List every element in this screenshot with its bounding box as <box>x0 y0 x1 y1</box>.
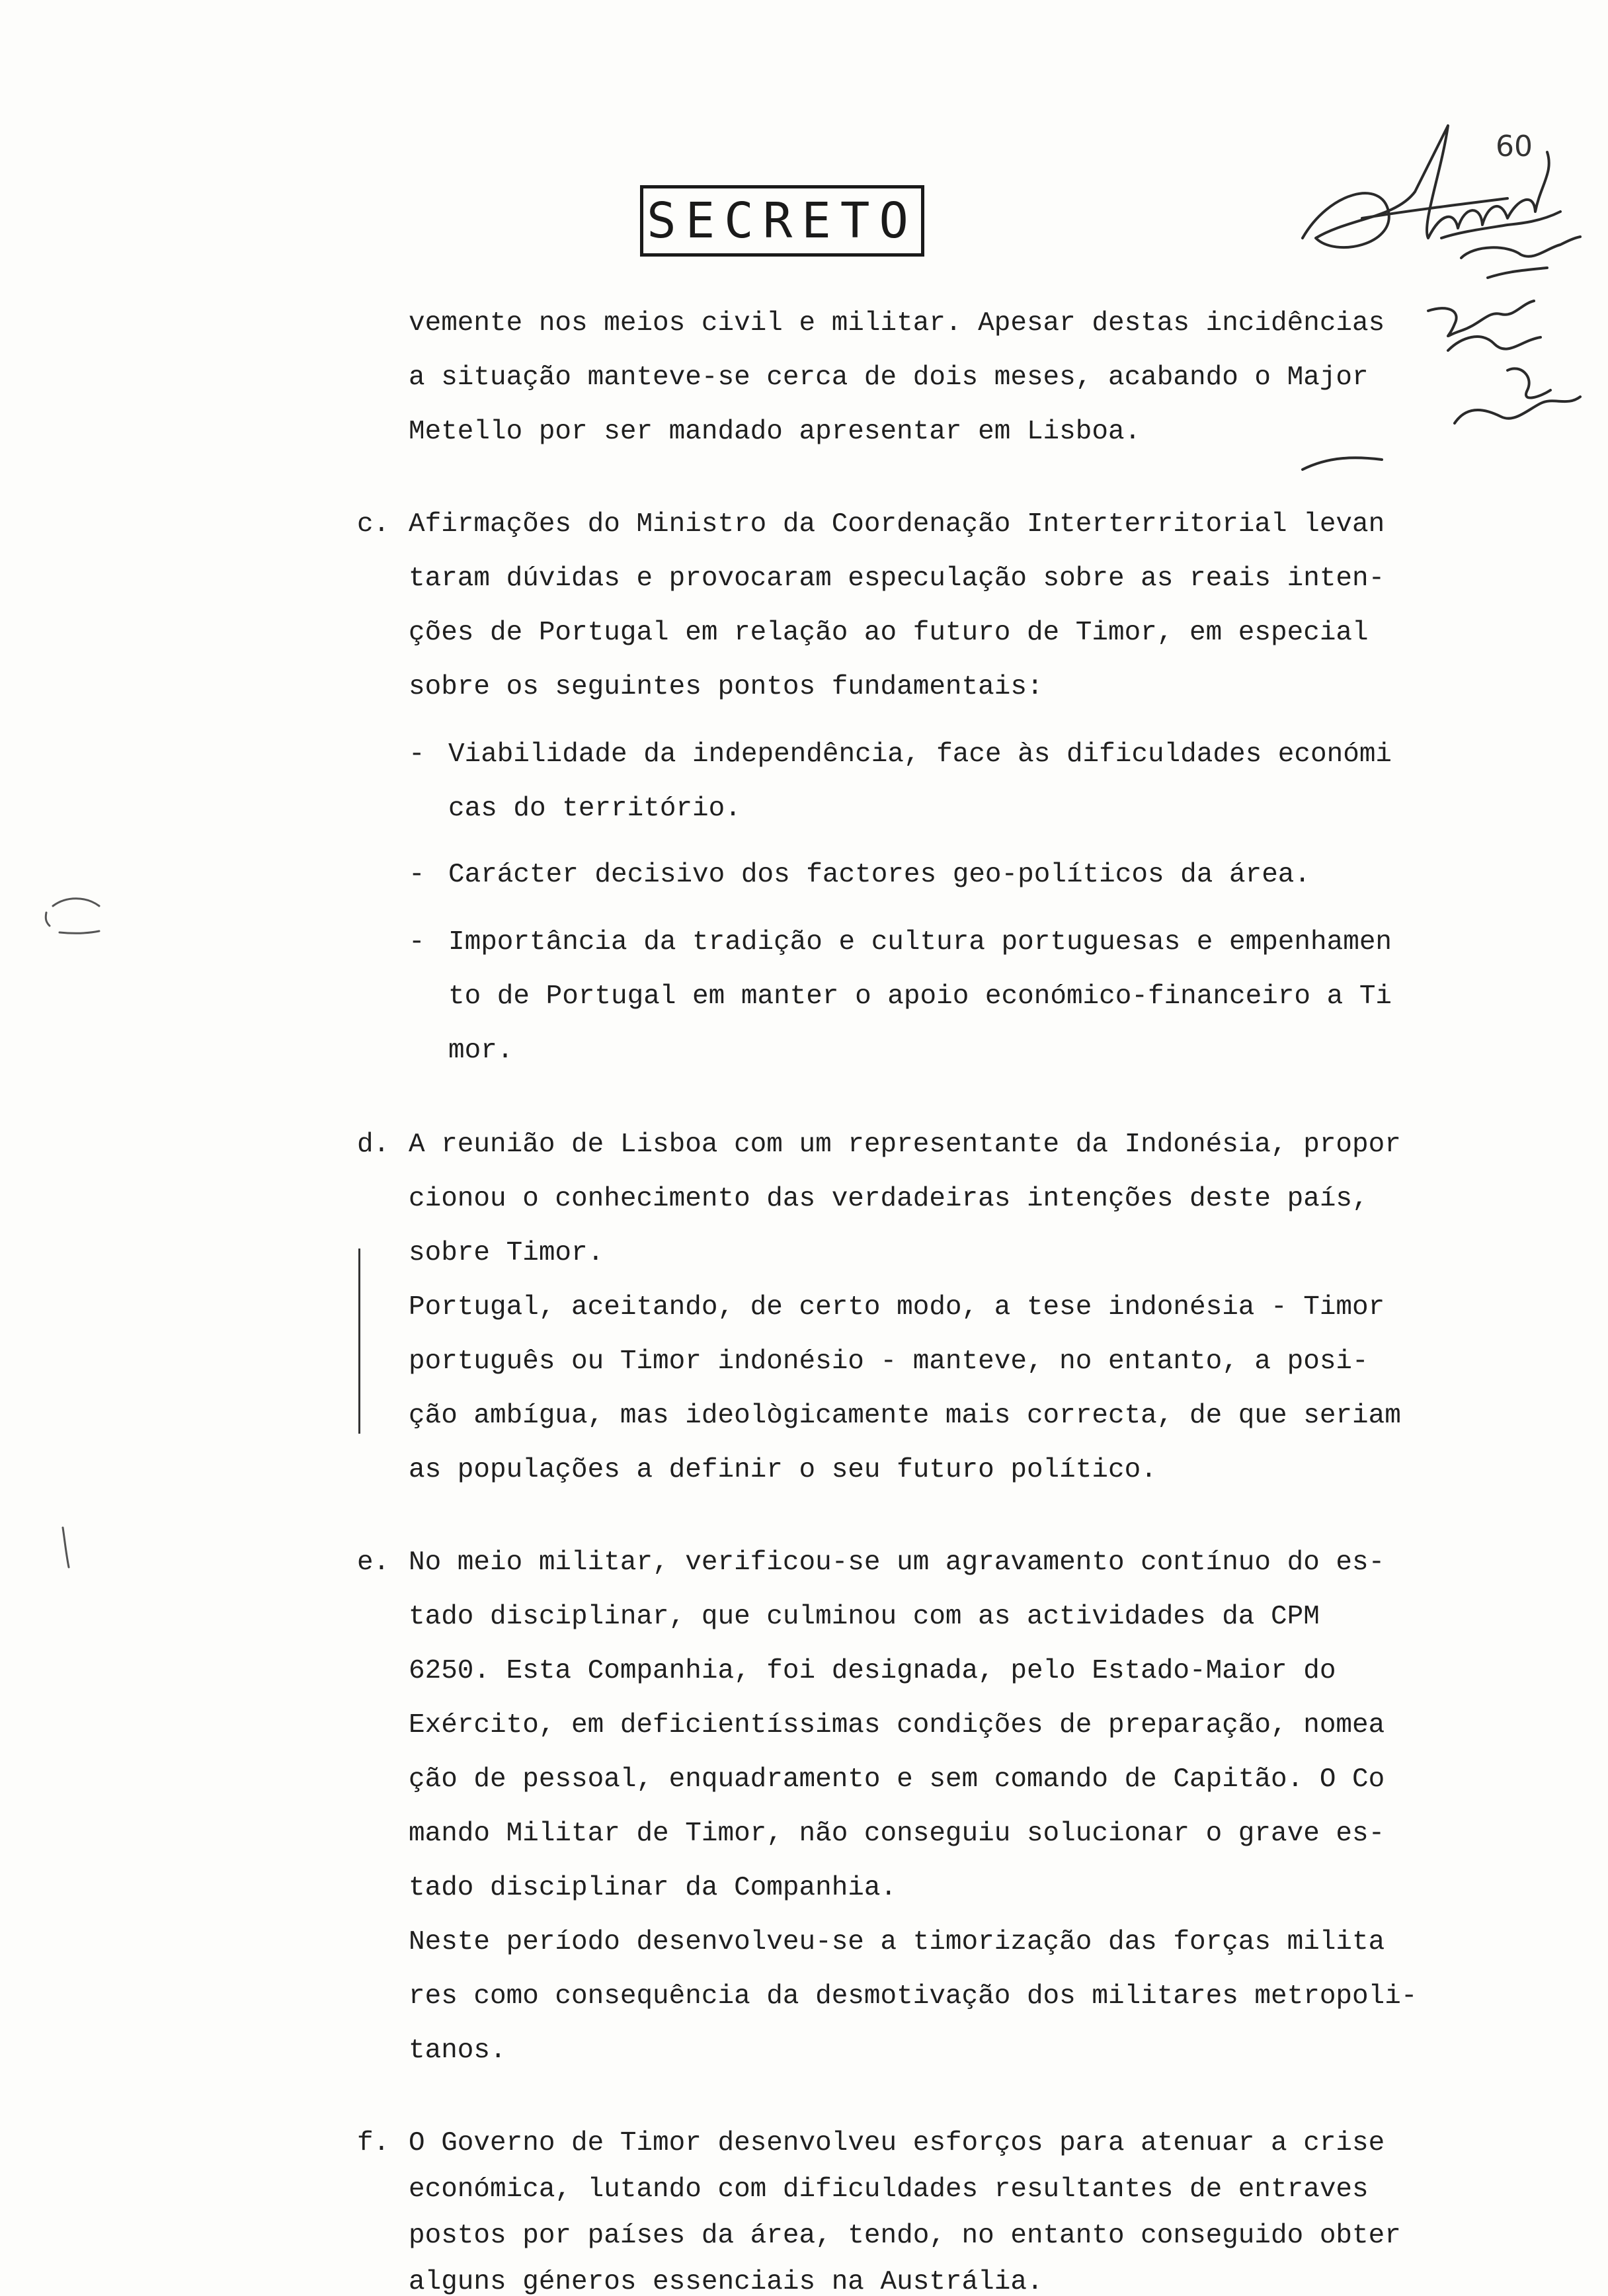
page-number: 60 <box>1496 130 1533 163</box>
section-e-line: 6250. Esta Companhia, foi designada, pelo Estado-Maior do <box>409 1656 1336 1686</box>
bullet-line: to de Portugal em manter o apoio económico-financeiro a Ti <box>448 981 1392 1012</box>
section-c-line: sobre os seguintes pontos fundamentais: <box>409 672 1043 702</box>
section-e-line: Exército, em deficientíssimas condições de preparação, nomea <box>409 1710 1385 1741</box>
section-e-line: tado disciplinar da Companhia. <box>409 1873 897 1903</box>
intro-line: Metello por ser mandado apresentar em Lisboa. <box>409 417 1141 447</box>
section-d-line: as populações a definir o seu futuro político. <box>409 1455 1157 1485</box>
section-marker-e: e. <box>357 1547 390 1578</box>
section-f-line: postos por países da área, tendo, no entanto conseguido obter <box>409 2221 1401 2251</box>
section-f-line: O Governo de Timor desenvolveu esforços para atenuar a crise <box>409 2128 1385 2158</box>
section-e-line: tanos. <box>409 2035 506 2066</box>
section-e-line: res como consequência da desmotivação dos militares metropoli- <box>409 1981 1418 2012</box>
section-e-line: No meio militar, verificou-se um agravamento contínuo do es- <box>409 1547 1385 1578</box>
section-d-line: Portugal, aceitando, de certo modo, a tese indonésia - Timor <box>409 1292 1385 1323</box>
section-c-line: taram dúvidas e provocaram especulação sobre as reais inten- <box>409 563 1385 594</box>
section-f-line: alguns géneros essenciais na Austrália. <box>409 2267 1043 2296</box>
section-d-line: sobre Timor. <box>409 1238 604 1268</box>
intro-line: vemente nos meios civil e militar. Apesar destas incidências <box>409 308 1385 339</box>
section-c-line: Afirmações do Ministro da Coordenação Interterritorial levan <box>409 509 1385 540</box>
section-e-line: tado disciplinar, que culminou com as actividades da CPM <box>409 1602 1320 1632</box>
section-e-line: mando Militar de Timor, não conseguiu solucionar o grave es- <box>409 1819 1385 1849</box>
section-c-line: ções de Portugal em relação ao futuro de Timor, em especial <box>409 618 1369 648</box>
section-f-line: económica, lutando com dificuldades resultantes de entraves <box>409 2174 1369 2205</box>
intro-line: a situação manteve-se cerca de dois meses, acabando o Major <box>409 362 1369 393</box>
bullet-line: cas do território. <box>448 794 741 824</box>
bullet-marker: - <box>409 927 425 958</box>
bullet-marker: - <box>409 739 425 770</box>
section-marker-c: c. <box>357 509 390 540</box>
scan-artifact-marks <box>40 893 119 1620</box>
margin-bar <box>358 1249 360 1434</box>
section-e-line: ção de pessoal, enquadramento e sem comando de Capitão. O Co <box>409 1764 1385 1795</box>
classification-stamp: SECRETO <box>640 185 924 257</box>
bullet-marker: - <box>409 860 425 890</box>
section-d-line: cionou o conhecimento das verdadeiras intenções deste país, <box>409 1184 1369 1214</box>
section-d-line: A reunião de Lisboa com um representante da Indonésia, propor <box>409 1129 1401 1160</box>
section-d-line: ção ambígua, mas ideològicamente mais correcta, de que seriam <box>409 1401 1401 1431</box>
bullet-line: Carácter decisivo dos factores geo-políticos da área. <box>448 860 1311 890</box>
section-marker-d: d. <box>357 1129 390 1160</box>
bullet-line: Importância da tradição e cultura portuguesas e empenhamen <box>448 927 1392 958</box>
bullet-line: Viabilidade da independência, face às dificuldades económi <box>448 739 1392 770</box>
section-f-region <box>0 2024 1608 2296</box>
section-e-line: Neste período desenvolveu-se a timorização das forças milita <box>409 1927 1385 1957</box>
bullet-line: mor. <box>448 1036 514 1066</box>
section-d-line: português ou Timor indonésio - manteve, no entanto, a posi- <box>409 1346 1369 1377</box>
section-marker-f: f. <box>357 2128 390 2158</box>
